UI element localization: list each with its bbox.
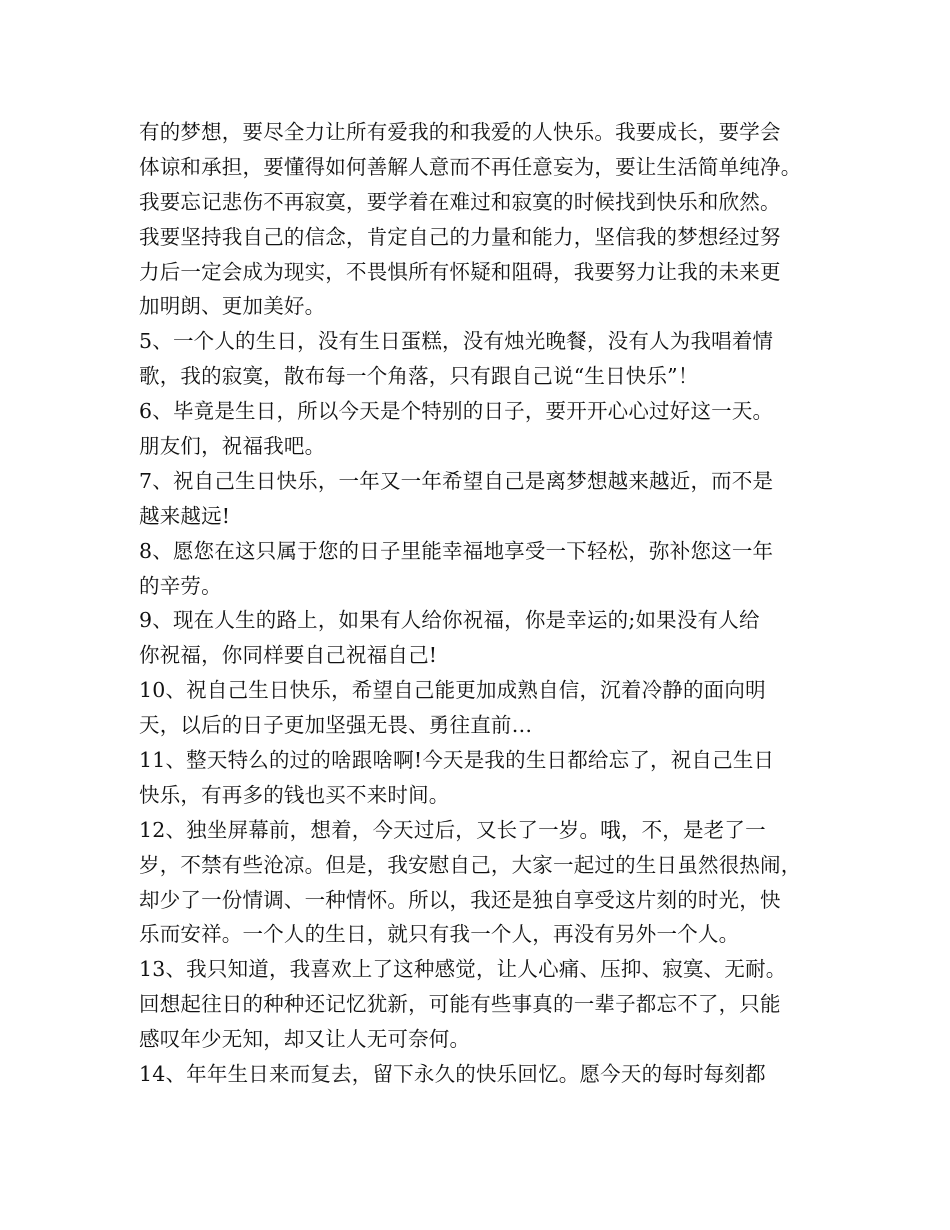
text-line: 快乐，有再多的钱也买不来时间。	[139, 782, 450, 807]
text-line: 11、整天特么的过的啥跟啥啊!今天是我的生日都给忘了，祝自己生日	[139, 748, 775, 773]
text-line: 回想起往日的种种还记忆犹新，可能有些事真的一辈子都忘不了，只能	[139, 992, 781, 1017]
text-line: 岁，不禁有些沧凉。但是，我安慰自己，大家一起过的生日虽然很热闹，	[139, 852, 802, 877]
text-line: 加明朗、更加美好。	[139, 294, 326, 319]
text-line: 我要忘记悲伤不再寂寞，要学着在难过和寂寞的时候找到快乐和欣然。	[139, 189, 781, 214]
text-line: 歌，我的寂寞，散布每一个角落，只有跟自己说“生日快乐”！	[139, 364, 699, 389]
text-line: 8、愿您在这只属于您的日子里能幸福地享受一下轻松，弥补您这一年	[139, 538, 774, 563]
text-line: 7、祝自己生日快乐，一年又一年希望自己是离梦想越来越近，而不是	[139, 468, 774, 493]
text-line: 却少了一份情调、一种情怀。所以，我还是独自享受这片刻的时光，快	[139, 887, 781, 912]
text-line: 6、毕竟是生日，所以今天是个特别的日子，要开开心心过好这一天。	[139, 399, 774, 424]
text-line: 乐而安祥。一个人的生日，就只有我一个人，再没有另外一个人。	[139, 922, 740, 947]
text-line: 12、独坐屏幕前，想着，今天过后，又长了一岁。哦，不，是老了一	[139, 817, 766, 842]
text-line: 13、我只知道，我喜欢上了这种感觉，让人心痛、压抑、寂寞、无耐。	[139, 957, 787, 982]
text-line: 天，以后的日子更加坚强无畏、勇往直前…	[139, 713, 533, 738]
text-line: 9、现在人生的路上，如果有人给你祝福，你是幸运的;如果没有人给	[139, 608, 760, 633]
text-line: 14、年年生日来而复去，留下永久的快乐回忆。愿今天的每时每刻都	[139, 1062, 766, 1087]
text-line: 感叹年少无知，却又让人无可奈何。	[139, 1027, 471, 1052]
text-line: 5、一个人的生日，没有生日蛋糕，没有烛光晚餐，没有人为我唱着情	[139, 329, 774, 354]
text-line: 10、祝自己生日快乐，希望自己能更加成熟自信，沉着冷静的面向明	[139, 678, 766, 703]
body-text	[139, 115, 829, 1092]
text-line: 越来越远!	[139, 503, 231, 528]
text-line: 体谅和承担，要懂得如何善解人意而不再任意妄为，要让生活简单纯净。	[139, 154, 802, 179]
text-line: 有的梦想，要尽全力让所有爱我的和我爱的人快乐。我要成长，要学会	[139, 120, 781, 144]
text-line: 我要坚持我自己的信念，肯定自己的力量和能力，坚信我的梦想经过努	[139, 224, 781, 249]
text-line: 朋友们，祝福我吧。	[139, 434, 326, 459]
text-line: 的辛劳。	[139, 573, 222, 598]
text-line: 你祝福，你同样要自己祝福自己!	[139, 643, 438, 668]
text-line: 力后一定会成为现实，不畏惧所有怀疑和阻碍，我要努力让我的未来更	[139, 259, 781, 284]
